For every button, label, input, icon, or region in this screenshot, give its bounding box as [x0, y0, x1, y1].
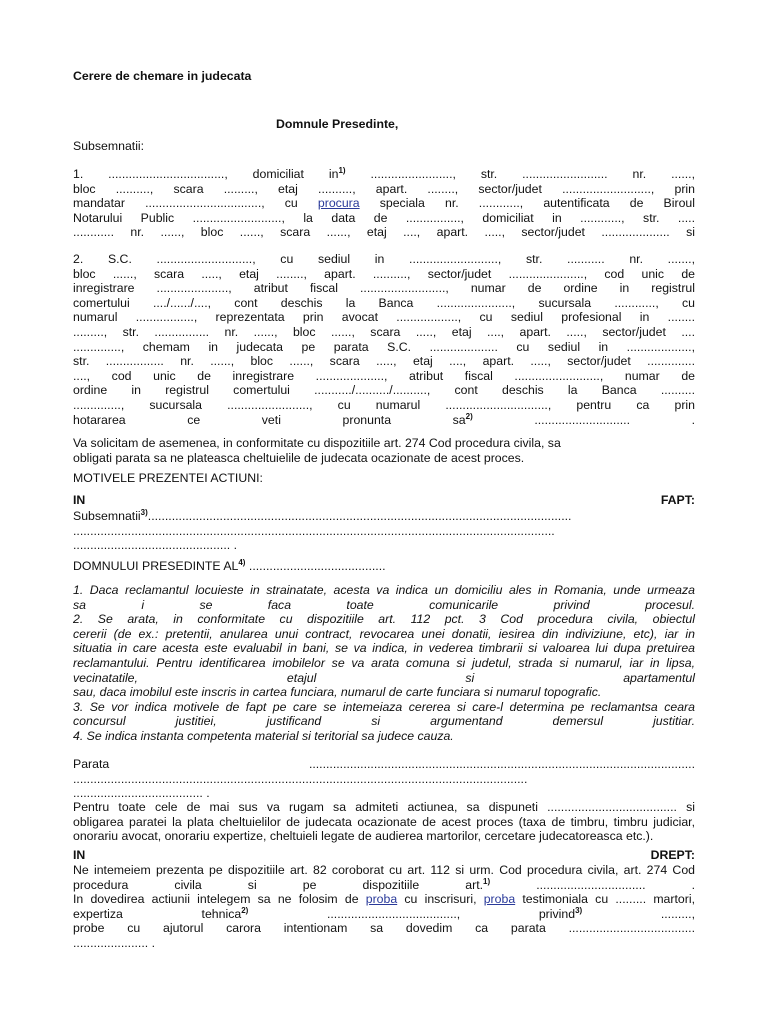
- text-line: [73, 413, 695, 428]
- text-line: [73, 167, 695, 182]
- text-line: [73, 757, 695, 772]
- text-span: Subsemnatii: [73, 509, 141, 523]
- fapt-section: [73, 509, 695, 553]
- text-line: Notarului Public .........................., la data de ................, domiciliat in ............, str. .....: [73, 210, 695, 225]
- text-span: speciala nr. ............, autentificata de Biroul: [359, 196, 695, 211]
- text-line: Va solicitam de asemenea, in conformitate cu dispozitiile art. 274 Cod procedura civila, sa: [73, 436, 561, 450]
- footnote-line: concursul justitiei, justificand si argumentand demersul justitiar.: [73, 714, 695, 729]
- text-line: .....................................................................................................................................: [73, 771, 528, 786]
- footnote-line: 2. Se arata, in conformitate cu dispozitiile art. 112 pct. 3 Cod procedura civila, obiectul: [73, 612, 695, 627]
- paragraph-cheltuieli: [73, 436, 695, 465]
- text-line: ordine in registrul comertului .........../........../.........., cont deschis la Banca ..........: [73, 383, 695, 398]
- procura-link[interactable]: procura: [317, 196, 360, 211]
- text-line: [73, 196, 695, 211]
- document-title: Cerere de chemare in judecata: [73, 69, 252, 83]
- text-line: [73, 936, 695, 951]
- text-line: .............................................. .: [73, 538, 237, 553]
- footnote-line: vecinatatile, etajul si apartamentul: [73, 670, 695, 685]
- text-span: DOMNULUI PRESEDINTE AL: [73, 559, 239, 573]
- footnote-marker: 3): [140, 508, 148, 517]
- text-line: ...., cod unic de inregistrare ...................., atribut fiscal ........................., numar de: [73, 368, 695, 383]
- heading-left: IN: [73, 848, 86, 862]
- text-line: [73, 878, 695, 893]
- text-span: .................................................................................................................: [308, 757, 695, 771]
- text-span: hotararea ce veti pronunta sa: [73, 412, 466, 427]
- text-line: Ne intemeiem prezenta pe dispozitiile art. 82 coroborat cu art. 112 si urm. Cod procedura civila, art. 274 Cod: [73, 863, 695, 877]
- text-line: [73, 892, 695, 907]
- footnote-line: situatia in care acesta este evaluabil in bani, se va indica, in vederea timbrarii si valoarea lui dupa pretuirea: [73, 641, 695, 656]
- text-line: obligati parata sa ne plateasca cheltuielile de judecata ocazionate de acest proces.: [73, 450, 525, 465]
- footnotes-section: [73, 583, 695, 744]
- text-span: cu inscrisuri,: [397, 892, 484, 907]
- text-line: .............., sucursala ........................, cu numarul .............................., pentru ca prin: [73, 397, 695, 412]
- text-span: .........,: [582, 906, 695, 921]
- subsemnatii-label: Subsemnatii:: [73, 139, 145, 153]
- footnote-marker: 1): [483, 876, 491, 886]
- text-span: ........................................: [245, 559, 386, 573]
- text-line: ............ nr. ......, bloc ......, scara ......, etaj ...., apart. ....., sector/judet .................... si: [73, 225, 695, 240]
- footnote-line: reclamantului. Pentru identificarea imobilelor se va arata comuna si judetul, strada si numarul, iar in lipsa,: [73, 655, 695, 670]
- text-span: ............................................................................................................................: [147, 509, 572, 523]
- text-span: In dovedirea actiunii intelegem sa ne folosim de: [73, 892, 366, 907]
- text-line: bloc .........., scara ........., etaj .........., apart. ........, sector/judet .........................., prin: [73, 181, 695, 196]
- footnote-marker: 2): [465, 411, 473, 421]
- text-line: [73, 907, 695, 922]
- text-span: ...................................... .: [73, 786, 210, 801]
- in-drept-heading: [73, 848, 695, 863]
- drept-section: [73, 863, 695, 951]
- text-line: probe cu ajutorul carora intentionam sa dovedim ca parata .....................................: [73, 921, 695, 936]
- text-line: onorariu avocat, onorariu expertize, cheltuieli legate de audierea martorilor, cercetare judecatoreasca etc.).: [73, 829, 654, 844]
- text-line: ........., str. ................ nr. ......, bloc ......, scara ....., etaj ...., apart. ....., sector/judet ....: [73, 324, 695, 339]
- footnote-line: sau, daca imobilul este inscris in cartea funciara, numarul de carte funciara si numarul topografic.: [73, 685, 602, 700]
- pentru-paragraph: [73, 800, 695, 844]
- text-line: .............., chemam in judecata pe parata S.C. .................... cu sediul in ...................,: [73, 339, 695, 354]
- footnote-line: 3. Se vor indica motivele de fapt pe care se intemeiaza cererea si care-l determina pe reclamantsa ceara: [73, 699, 695, 714]
- text-line: [73, 786, 695, 801]
- heading-left: IN: [73, 493, 86, 507]
- in-fapt-heading: [73, 493, 695, 508]
- footnote-marker: 4): [238, 558, 246, 567]
- footnote-marker: 3): [575, 905, 583, 915]
- text-line: bloc ......, scara ....., etaj ........, apart. .........., sector/judet ......................, cod unic de: [73, 266, 695, 281]
- text-span: expertiza tehnica: [73, 906, 242, 921]
- text-span: testimoniala cu ......... martori,: [515, 892, 695, 907]
- text-span: ........................, str. ......................... nr. ......,: [345, 167, 695, 181]
- text-line: .............................................................................................................................................: [73, 523, 555, 538]
- footnote-line: 4. Se indica instanta competenta material si teritorial sa judece cauza.: [73, 728, 454, 743]
- text-line: inregistrare ....................., atribut fiscal ........................., numar de ordine in registrul: [73, 281, 695, 296]
- salutation: Domnule Presedinte,: [276, 117, 399, 131]
- paragraph-lines: [73, 252, 695, 413]
- text-span: ...................... .: [73, 935, 155, 950]
- text-line: str. ................. nr. ......, bloc ......, scara ....., etaj ...., apart. ....., sector/judet ..............: [73, 354, 695, 369]
- text-span: ............................ .: [472, 412, 695, 427]
- text-line: numarul ................., reprezentata prin avocat .................., cu sediul profesional in ........: [73, 310, 695, 325]
- text-line: obligarea paratei la plata cheltuielilor de judecata ocazionate de acest proces (taxa de timbru, timbru judiciar,: [73, 814, 695, 829]
- footnote-marker: 1): [338, 166, 346, 175]
- heading-right: DREPT:: [650, 848, 695, 862]
- heading-right: FAPT:: [660, 493, 695, 507]
- footnote-line: 1. Daca reclamantul locuieste in strainatate, acesta va indica un domiciliu ales in Romania, unde urmeaza: [73, 583, 695, 597]
- text-line: Pentru toate cele de mai sus va rugam sa admiteti actiunea, sa dispuneti ...................................... si: [73, 800, 695, 814]
- text-span: procedura civila si pe dispozitiile art.: [73, 877, 484, 892]
- footnote-marker: 2): [241, 905, 249, 915]
- text-span: 1. .................................., domiciliat in: [73, 167, 339, 181]
- text-span: ................................ .: [490, 877, 696, 892]
- text-line: comertului ..../....../...., cont deschis la Banca ......................, sucursala ............, cu: [73, 295, 695, 310]
- text-span: mandatar .................................., cu: [73, 196, 318, 211]
- motive-heading: MOTIVELE PREZENTEI ACTIUNI:: [73, 471, 263, 485]
- paragraph-reclamant-2: [73, 252, 695, 427]
- footnote-line: sa i se faca toate comunicarile privind procesul.: [73, 597, 695, 612]
- footnote-line: cererii (de ex.: pretentii, anularea unui contract, revocarea unei donatii, iesirea din indiviziune, etc), iar in: [73, 626, 695, 641]
- proba-link-inscrisuri[interactable]: proba: [365, 892, 398, 907]
- parata-section: [73, 757, 695, 801]
- domnului-presedinte-line: [73, 559, 695, 574]
- parata-label: Parata: [73, 757, 110, 771]
- text-line: [73, 509, 695, 524]
- text-span: ......................................, privind: [248, 906, 576, 921]
- proba-link-testimoniala[interactable]: proba: [483, 892, 516, 907]
- text-line: 2. S.C. ............................, cu sediul in .........................., str. ........... nr. .......,: [73, 252, 695, 266]
- paragraph-reclamant-1: [73, 167, 695, 240]
